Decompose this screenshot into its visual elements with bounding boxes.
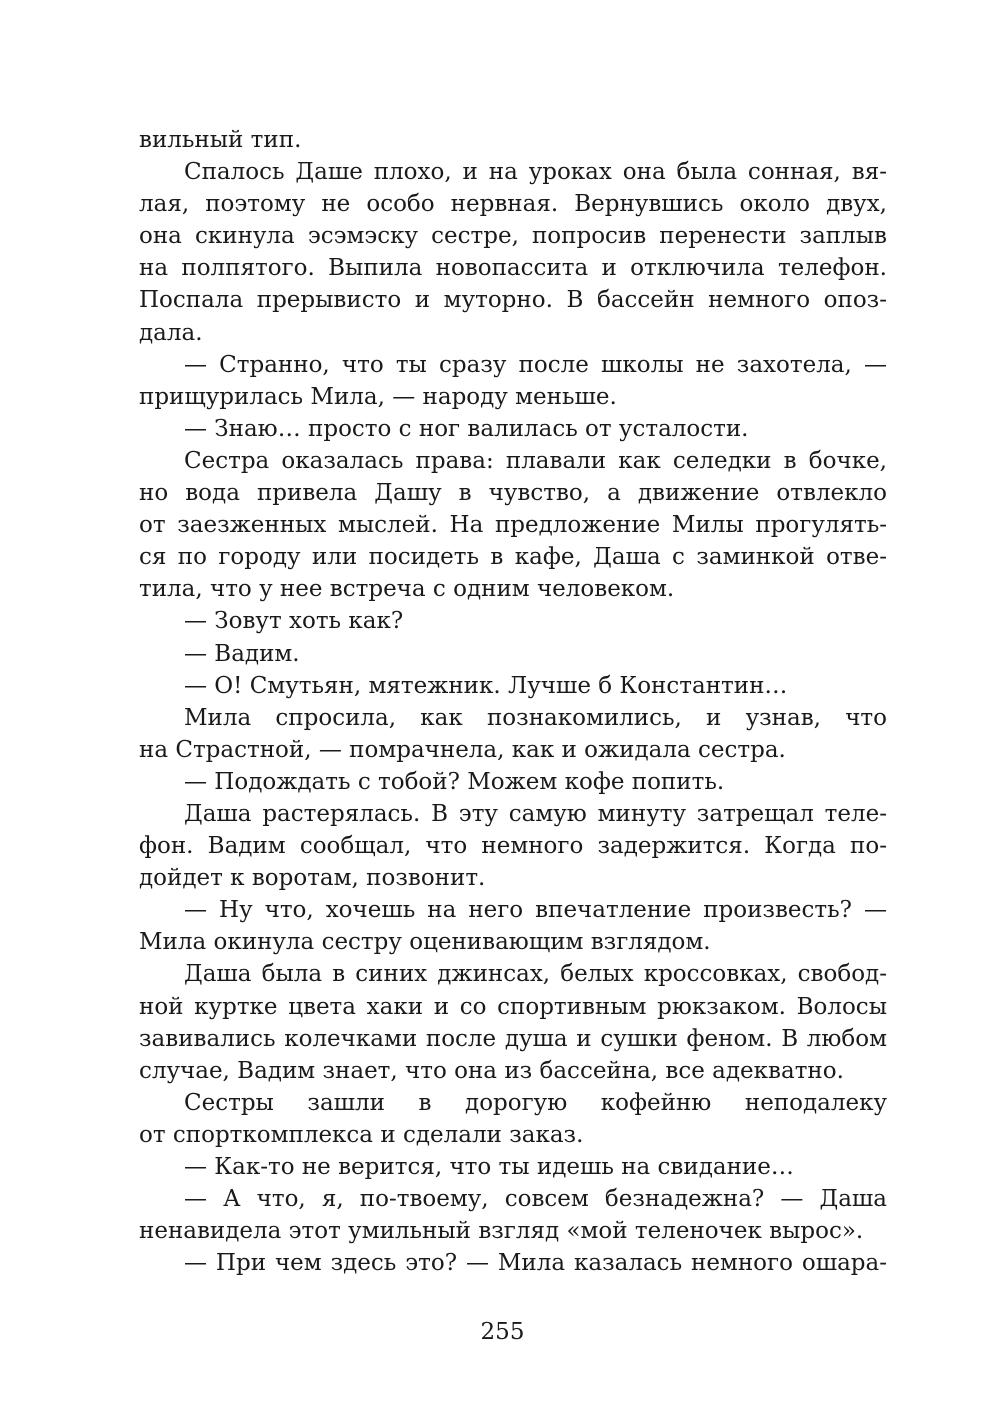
text-line: на Страстной, — помрачнела, как и ожидала сестра. (139, 736, 786, 763)
text-line: Даша была в синих джинсах, белых кроссовках, свобод- (184, 961, 887, 988)
paragraph (139, 413, 887, 445)
paragraph (139, 1151, 887, 1183)
text-line: на полпятого. Выпила новопассита и отключила телефон. (139, 255, 887, 282)
text-line: ся по городу или посидеть в кафе, Даша с заминкой отве- (139, 544, 887, 571)
text-line: — Как-то не верится, что ты идешь на свидание… (184, 1154, 794, 1180)
text-line: Сестра оказалась права: плавали как селедки в бочке, (184, 447, 887, 474)
text-line: она скинула эсэмэску сестре, попросив перенести заплыв (139, 223, 887, 250)
text-line: вильный тип. (139, 127, 302, 153)
paragraph (139, 605, 887, 637)
page-number: 255 (480, 1319, 525, 1345)
text-line: дойдет к воротам, позвонит. (139, 865, 486, 892)
text-line: Даша растерялась. В эту самую минуту затрещал теле- (184, 800, 887, 827)
text-line: Мила окинула сестру оценивающим взглядом. (139, 929, 711, 956)
paragraph (139, 638, 887, 670)
text-line: фон. Вадим сообщал, что немного задержится. Когда по- (139, 833, 887, 860)
paragraph (139, 958, 887, 1086)
paragraph (139, 670, 887, 702)
text-line: — О! Смутьян, мятежник. Лучше б Константин… (184, 672, 788, 699)
text-line: ненавидела этот умильный взгляд «мой теленочек вырос». (139, 1218, 864, 1245)
text-line: — Вадим. (184, 640, 300, 667)
body-text (139, 124, 887, 1279)
text-line: — Странно, что ты сразу после школы не захотела, — (184, 351, 887, 378)
paragraph (139, 349, 887, 413)
paragraph (139, 445, 887, 605)
text-line: — А что, я, по-твоему, совсем безнадежна? — Даша (184, 1186, 887, 1213)
text-line: ной куртке цвета хаки и со спортивным рюкзаком. Волосы (139, 993, 887, 1020)
text-line: — Подождать с тобой? Можем кофе попить. (184, 768, 725, 795)
paragraph (139, 124, 887, 156)
text-line: от заезженных мыслей. На предложение Милы прогулять- (139, 512, 887, 539)
paragraph (139, 766, 887, 798)
text-line: случае, Вадим знает, что она из бассейна, все адекватно. (139, 1057, 844, 1084)
paragraph (139, 798, 887, 894)
text-line: — Ну что, хочешь на него впечатление произвесть? — (184, 897, 887, 924)
text-line: Сестры зашли в дорогую кофейню неподалеку (184, 1089, 887, 1116)
text-line: — Знаю… просто с ног валилась от усталости. (184, 415, 749, 442)
text-line: — Зовут хоть как? (184, 608, 404, 635)
text-line: Спалось Даше плохо, и на уроках она была сонная, вя- (184, 159, 887, 186)
paragraph (139, 156, 887, 349)
text-line: лая, поэтому не особо нервная. Вернувшись около двух, (139, 191, 887, 218)
paragraph (139, 1183, 887, 1247)
text-line: дала. (139, 319, 203, 346)
paragraph (139, 1247, 887, 1279)
text-line: но вода привела Дашу в чувство, а движение отвлекло (139, 480, 887, 507)
text-line: от спорткомплекса и сделали заказ. (139, 1121, 584, 1148)
text-line: — При чем здесь это? — Мила казалась немного ошара- (184, 1250, 887, 1277)
paragraph (139, 702, 887, 766)
paragraph (139, 894, 887, 958)
text-line: прищурилась Мила, — народу меньше. (139, 383, 617, 410)
text-line: Мила спросила, как познакомились, и узнав, что (184, 704, 887, 731)
text-line: завивались колечками после душа и сушки феном. В любом (139, 1025, 887, 1052)
text-line: тила, что у нее встреча с одним человеком. (139, 576, 675, 603)
paragraph (139, 1087, 887, 1151)
text-line: Поспала прерывисто и муторно. В бассейн немного опоз- (139, 287, 887, 314)
